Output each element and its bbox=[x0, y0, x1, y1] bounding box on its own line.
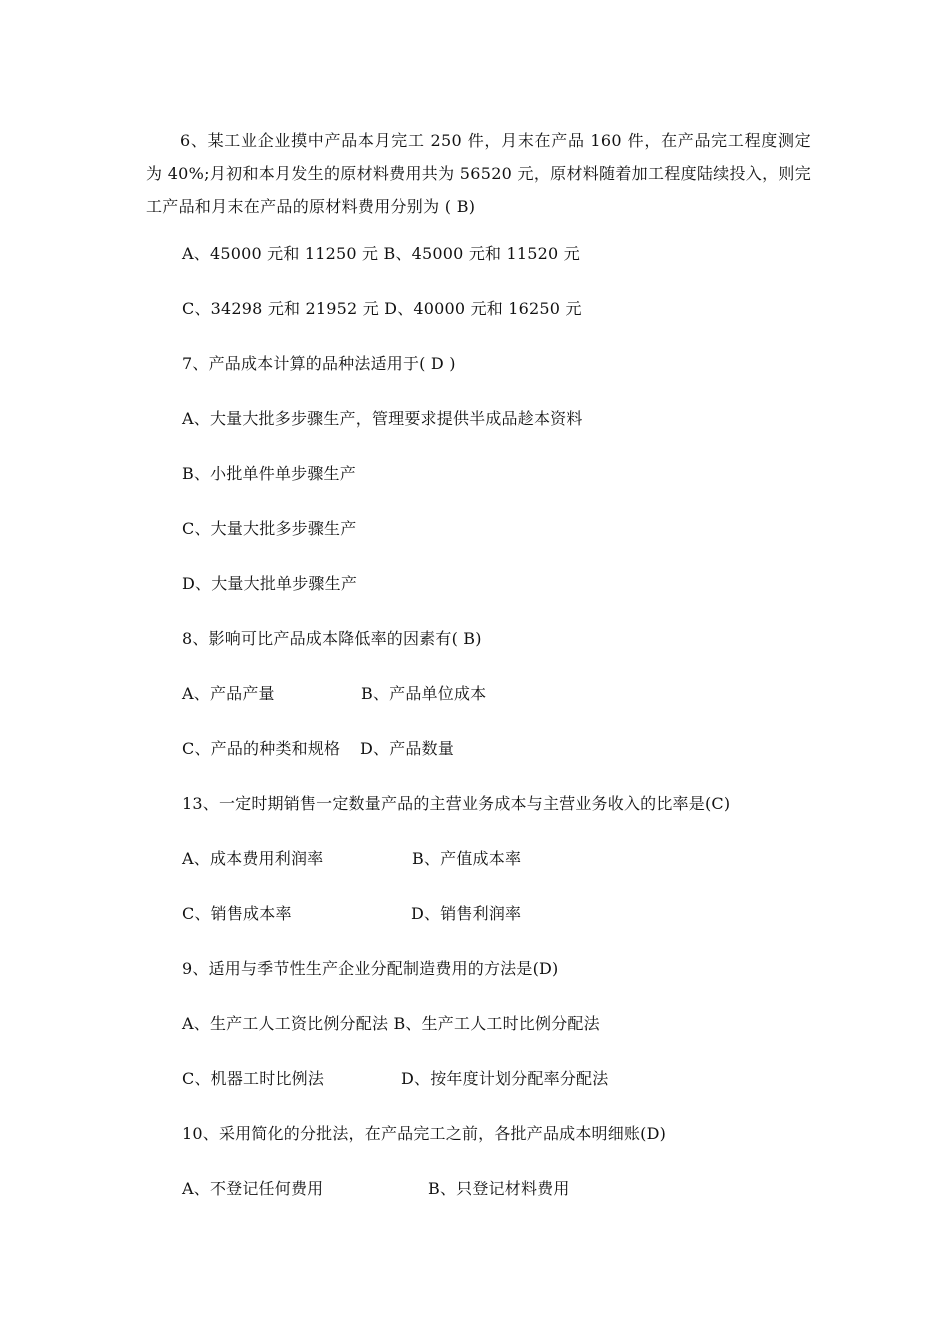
question-7-option-d: D、大量大批单步骤生产 bbox=[182, 574, 358, 593]
question-9-option-d: D、按年度计划分配率分配法 bbox=[401, 1069, 609, 1088]
question-7-option-a: A、大量大批多步骤生产，管理要求提供半成品趁本资料 bbox=[182, 409, 583, 428]
question-13-option-b: B、产值成本率 bbox=[412, 849, 522, 868]
question-7-option-b: B、小批单件单步骤生产 bbox=[182, 464, 356, 483]
question-9-option-c: C、机器工时比例法 bbox=[182, 1069, 325, 1088]
question-13-text: 13、一定时期销售一定数量产品的主营业务成本与主营业务收入的比率是(C) bbox=[182, 794, 731, 813]
question-10-text: 10、采用简化的分批法，在产品完工之前，各批产品成本明细账(D) bbox=[182, 1124, 667, 1143]
question-8-option-c: C、产品的种类和规格 bbox=[182, 739, 341, 758]
question-8-text: 8、影响可比产品成本降低率的因素有( B) bbox=[182, 629, 482, 648]
question-7-text: 7、产品成本计算的品种法适用于( D ) bbox=[182, 354, 456, 373]
question-7-option-c: C、大量大批多步骤生产 bbox=[182, 519, 357, 538]
question-10-option-b: B、只登记材料费用 bbox=[428, 1179, 570, 1198]
question-8-option-d: D、产品数量 bbox=[360, 739, 455, 758]
question-8-option-b: B、产品单位成本 bbox=[361, 684, 487, 703]
question-6-options-cd: C、34298 元和 21952 元 D、40000 元和 16250 元 bbox=[182, 299, 582, 318]
question-8-option-a: A、产品产量 bbox=[182, 684, 275, 703]
question-6-text: 6、某工业企业摸中产品本月完工 250 件，月末在产品 160 件，在产品完工程度测定为 40%;月初和本月发生的原材料费用共为 56520 元，原材料随着加工程度陆续投入，则完工产品和月末在产品的原材料费用分别为 ( B) bbox=[146, 131, 811, 216]
question-13-option-d: D、销售利润率 bbox=[411, 904, 522, 923]
question-13-option-c: C、销售成本率 bbox=[182, 904, 292, 923]
question-13-option-a: A、成本费用利润率 bbox=[182, 849, 324, 868]
question-9-options-ab: A、生产工人工资比例分配法 B、生产工人工时比例分配法 bbox=[182, 1014, 600, 1033]
question-6-options-ab: A、45000 元和 11250 元 B、45000 元和 11520 元 bbox=[182, 244, 580, 263]
question-10-option-a: A、不登记任何费用 bbox=[182, 1179, 324, 1198]
question-9-text: 9、适用与季节性生产企业分配制造费用的方法是(D) bbox=[182, 959, 559, 978]
